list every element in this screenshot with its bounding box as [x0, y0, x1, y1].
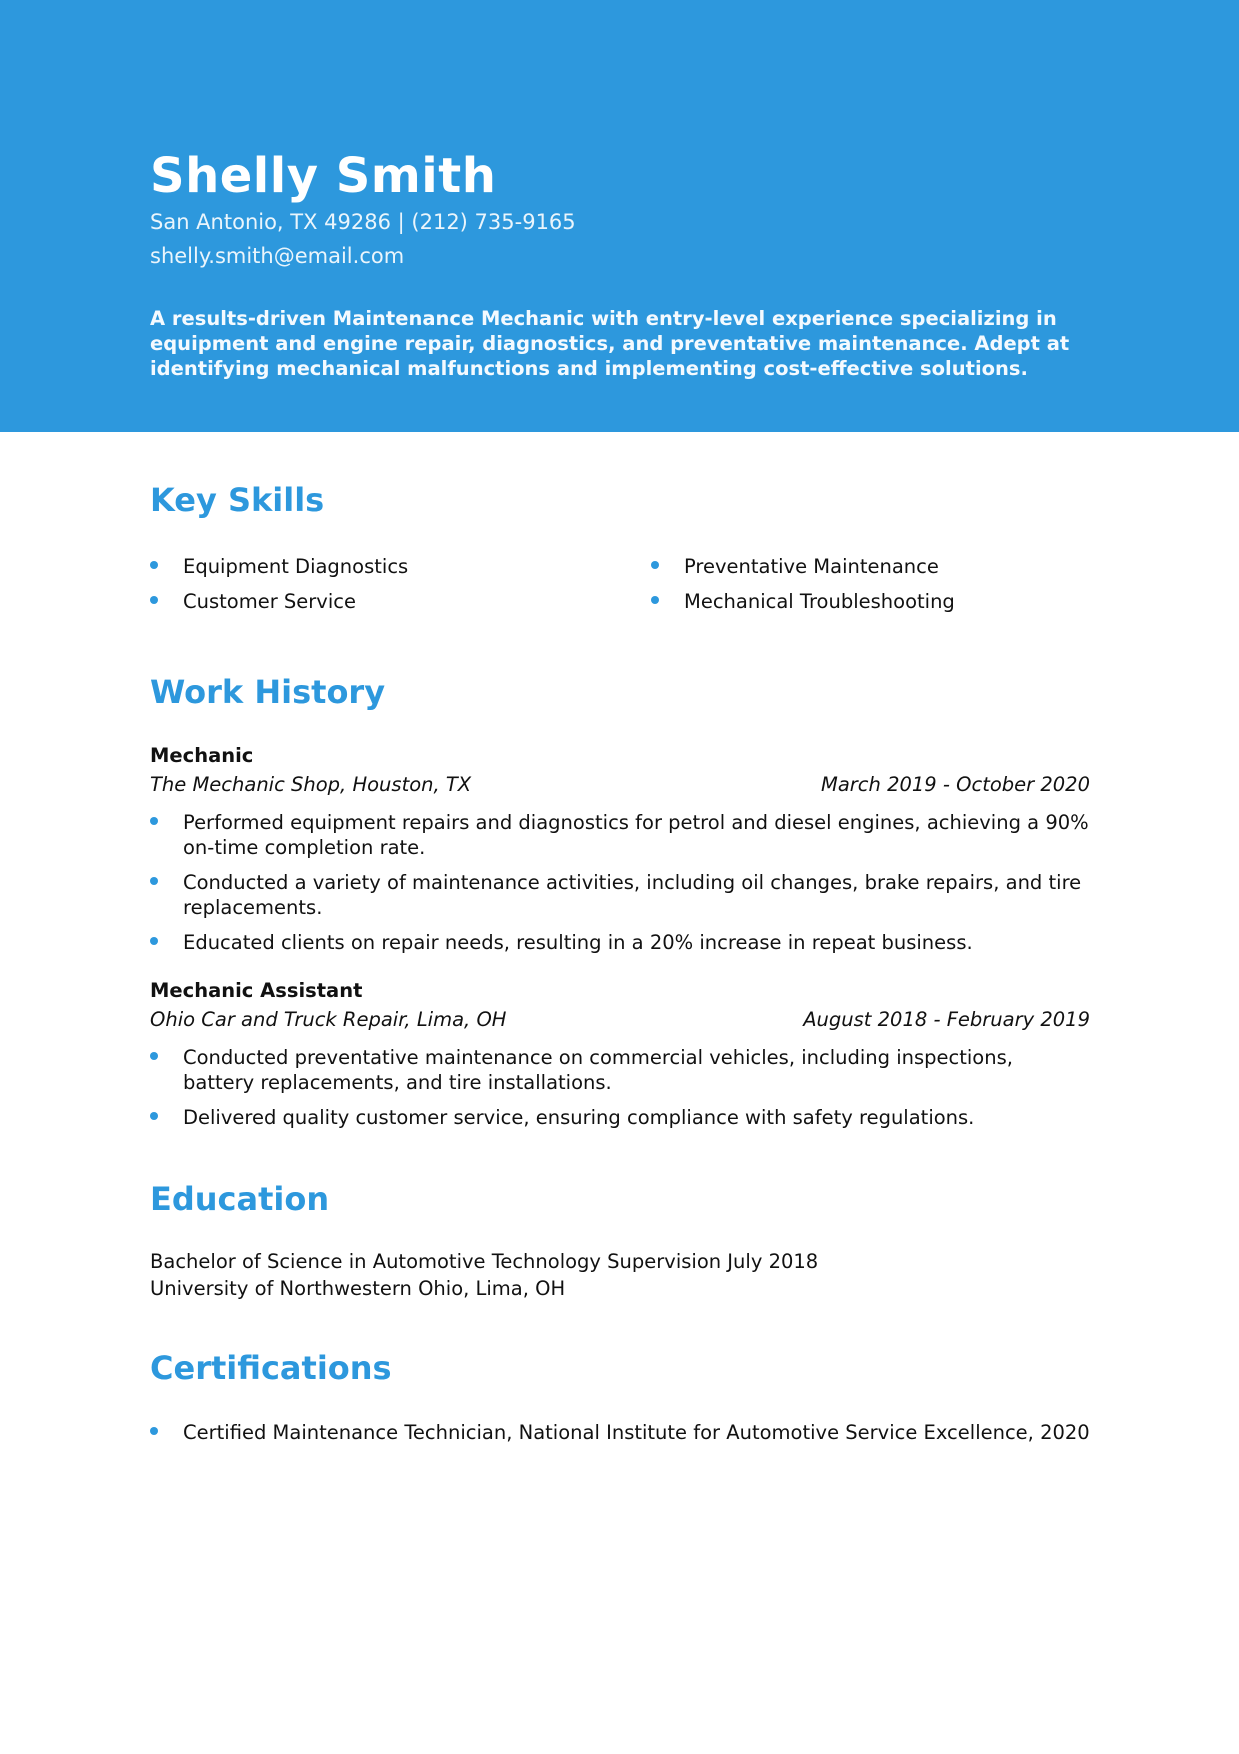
bullet-dot-icon — [150, 937, 158, 945]
job-company: Ohio Car and Truck Repair, Lima, OH — [150, 1008, 507, 1031]
bullet-dot-icon — [150, 817, 158, 825]
list-item: Educated clients on repair needs, resulting in a 20% increase in repeat business. — [150, 930, 1090, 955]
education-heading: Education — [150, 1180, 330, 1218]
bullet-dot-icon — [651, 561, 659, 569]
list-item: Delivered quality customer service, ensuring compliance with safety regulations. — [150, 1105, 1090, 1130]
degree: Bachelor of Science in Automotive Technology Supervision July 2018 — [150, 1250, 819, 1273]
candidate-name: Shelly Smith — [150, 148, 497, 204]
job-company: The Mechanic Shop, Houston, TX — [150, 773, 472, 796]
bullet-dot-icon — [150, 596, 158, 604]
school: University of Northwestern Ohio, Lima, OH — [150, 1277, 566, 1300]
certifications-heading: Certifications — [150, 1349, 392, 1387]
job-bullets — [150, 1045, 1090, 1140]
job-dates: August 2018 - February 2019 — [803, 1008, 1090, 1031]
professional-summary: A results-driven Maintenance Mechanic with entry-level experience specializing in equipment and engine repair, diagnostics, and preventative maintenance. Adept at identifying mechanical malfunctions and implementing cost-effective solutions. — [150, 307, 1070, 380]
list-item: Conducted a variety of maintenance activities, including oil changes, brake repairs, and tire replacements. — [150, 870, 1090, 920]
job-title: Mechanic Assistant — [150, 979, 363, 1002]
address-phone: San Antonio, TX 49286 | (212) 735-9165 — [150, 210, 576, 234]
email: shelly.smith@email.com — [150, 244, 405, 268]
bullet-dot-icon — [150, 1112, 158, 1120]
job-bullets — [150, 810, 1090, 965]
work-history-heading: Work History — [150, 673, 386, 711]
list-item: Customer Service — [150, 589, 610, 614]
list-item: Mechanical Troubleshooting — [651, 589, 1111, 614]
bullet-dot-icon — [150, 1052, 158, 1060]
job-meta — [150, 772, 1090, 798]
job-meta — [150, 1007, 1090, 1033]
bullet-dot-icon — [150, 877, 158, 885]
list-item: Equipment Diagnostics — [150, 554, 610, 579]
bullet-dot-icon — [651, 596, 659, 604]
resume-header — [0, 0, 1239, 432]
job-dates: March 2019 - October 2020 — [821, 773, 1090, 796]
list-item: Preventative Maintenance — [651, 554, 1111, 579]
skills-list-right — [651, 554, 1111, 624]
list-item: Performed equipment repairs and diagnostics for petrol and diesel engines, achieving a 90% on-time completion rate. — [150, 810, 1090, 860]
certifications-list — [150, 1420, 1090, 1455]
list-item: Conducted preventative maintenance on commercial vehicles, including inspections, battery replacements, and tire installations. — [150, 1045, 1090, 1095]
skills-list-left — [150, 554, 610, 624]
list-item: Certified Maintenance Technician, National Institute for Automotive Service Excellence, 2020 — [150, 1420, 1090, 1445]
bullet-dot-icon — [150, 1427, 158, 1435]
job-title: Mechanic — [150, 744, 254, 767]
skills-heading: Key Skills — [150, 481, 325, 519]
bullet-dot-icon — [150, 561, 158, 569]
